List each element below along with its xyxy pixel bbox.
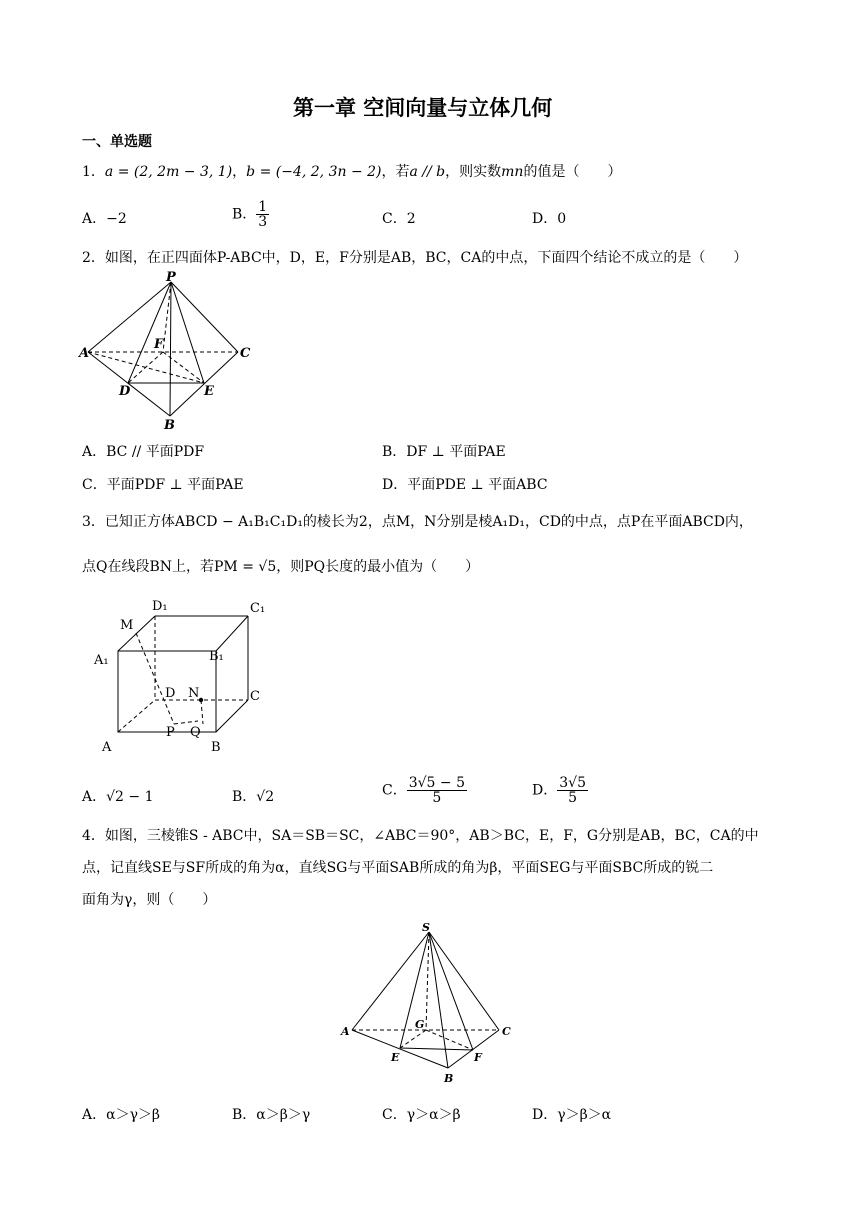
option-d: D．0	[532, 211, 567, 227]
option-label: D．	[532, 782, 558, 799]
point-n	[199, 698, 203, 702]
label-d: D	[119, 384, 131, 399]
question-2	[82, 248, 747, 268]
parallel-condition: a // b	[409, 164, 446, 180]
option-c: C．平面PDF ⊥ 平面PAE	[82, 477, 244, 493]
option-a: A．√2 − 1	[82, 789, 154, 805]
option-a: A．α＞γ＞β	[82, 1107, 161, 1123]
label-c: C	[250, 689, 260, 704]
question-4-line-3: 面角为γ，则（ ）	[82, 892, 217, 908]
question-number: 1．	[82, 164, 105, 180]
label-b: B	[164, 418, 175, 433]
question-3	[82, 512, 753, 532]
question-text: ，若	[381, 164, 410, 180]
question-3-line-2: 点Q在线段BN上，若PM = √5，则PQ长度的最小值为（ ）	[82, 559, 480, 575]
variable-mn: mn	[501, 164, 524, 180]
label-c: C	[502, 1025, 511, 1038]
question-1	[82, 162, 621, 182]
label-a1: A₁	[94, 653, 109, 668]
label-b: B	[211, 740, 221, 755]
question-text: ，	[232, 164, 247, 180]
option-c	[382, 776, 467, 805]
fraction	[407, 776, 467, 805]
label-b: B	[444, 1072, 454, 1085]
option-a: A．BC // 平面PDF	[82, 444, 205, 460]
question-text: 的值是（ ）	[523, 164, 622, 180]
label-c1: C₁	[250, 601, 266, 616]
option-b	[232, 200, 269, 229]
label-f: F	[474, 1051, 482, 1064]
label-f: F	[154, 337, 164, 352]
question-text: ，则实数	[445, 164, 502, 180]
question-text: 如图，三棱锥S - ABC中，SA＝SB＝SC，∠ABC＝90°，AB＞BC，E，F，G分别是AB，BC，CA的中	[104, 828, 759, 844]
option-b: B．√2	[232, 789, 275, 805]
page-title: 第一章 空间向量与立体几何	[293, 96, 553, 120]
denominator: 3	[258, 214, 268, 230]
label-d: D	[165, 686, 176, 701]
option-d: D．γ＞β＞α	[532, 1107, 612, 1123]
label-e: E	[391, 1051, 400, 1064]
numerator: 3√5	[559, 775, 586, 791]
question-4	[82, 826, 759, 846]
cube-figure	[88, 596, 278, 758]
label-s: S	[422, 921, 430, 934]
label-p: P	[166, 270, 176, 285]
label-g: G	[415, 1018, 425, 1031]
question-number: 2．	[82, 250, 105, 266]
fraction	[557, 776, 588, 805]
label-a: A	[79, 346, 90, 361]
tetrahedron-figure	[78, 270, 258, 435]
question-4-line-2: 点，记直线SE与SF所成的角为α，直线SG与平面SAB所成的角为β，平面SEG与平面SBC所成的锐二	[82, 860, 714, 876]
denominator: 5	[568, 790, 578, 806]
label-m: M	[120, 618, 134, 633]
label-a: A	[341, 1025, 350, 1038]
denominator: 5	[432, 790, 442, 806]
numerator: 1	[258, 199, 268, 215]
label-n: N	[188, 686, 200, 701]
vector-a: a = (2, 2m − 3, 1)	[104, 164, 233, 180]
label-a: A	[102, 740, 112, 755]
option-d	[532, 776, 588, 805]
section-heading: 一、单选题	[82, 134, 152, 150]
option-c: C．2	[382, 211, 416, 227]
option-a: A．−2	[82, 211, 127, 227]
pyramid-figure	[338, 918, 523, 1093]
option-c: C．γ＞α＞β	[382, 1107, 461, 1123]
label-c: C	[240, 346, 251, 361]
question-text: 已知正方体ABCD − A₁B₁C₁D₁的棱长为2，点M，N分别是棱A₁D₁，CD的中点，点P在平面ABCD内，	[104, 514, 753, 530]
vector-b: b = (−4, 2, 3n − 2)	[246, 164, 382, 180]
question-number: 4．	[82, 828, 105, 844]
label-e: E	[204, 384, 214, 399]
option-d: D．平面PDE ⊥ 平面ABC	[382, 477, 548, 493]
label-b1: B₁	[209, 649, 224, 664]
fraction	[256, 200, 269, 229]
label-q: Q	[190, 725, 201, 740]
label-d1: D₁	[152, 599, 168, 614]
option-b: B．DF ⊥ 平面PAE	[382, 444, 506, 460]
question-text: 如图，在正四面体P-ABC中，D，E，F分别是AB，BC，CA的中点，下面四个结论不成立的是（ ）	[104, 250, 748, 266]
label-p: P	[166, 725, 175, 740]
option-label: C．	[382, 782, 407, 799]
option-label: B．	[232, 206, 257, 223]
question-number: 3．	[82, 514, 105, 530]
option-b: B．α＞β＞γ	[232, 1107, 311, 1123]
numerator: 3√5 − 5	[408, 775, 465, 791]
